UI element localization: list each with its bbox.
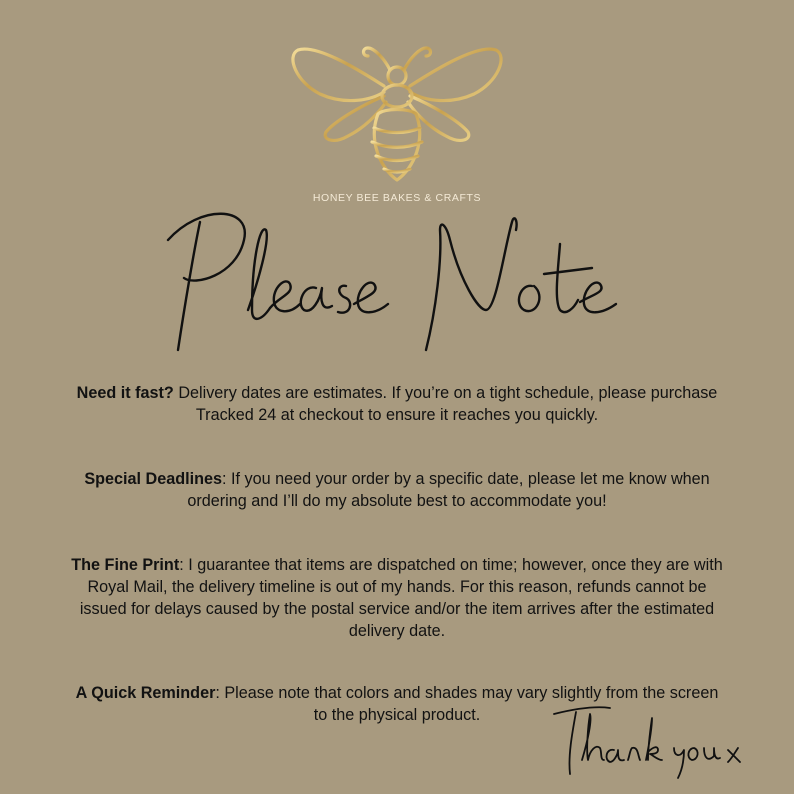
note-special-deadlines (70, 468, 724, 512)
note-heading: The Fine Print (71, 556, 180, 574)
note-text: : I guarantee that items are dispatched on time; however, once they are with Royal Mail, the delivery timeline is out of my hands. For this reason, refunds cannot be issued for delays caused by the postal service and/or the item arrives after the estimated delivery date. (79, 556, 723, 640)
note-fine-print (70, 554, 724, 642)
note-text: : Please note that colors and shades may vary slightly from the screen to the physical product. (215, 684, 719, 724)
please-note-title (140, 200, 660, 360)
note-text: Delivery dates are estimates. If you’re on a tight schedule, please purchase Tracked 24 at checkout to ensure it reaches you quickly. (173, 384, 718, 424)
note-text: : If you need your order by a specific date, please let me know when ordering and I’ll do my absolute best to accommodate you! (187, 470, 710, 510)
brand-name: HONEY BEE BAKES & CRAFTS (312, 192, 482, 204)
note-heading: Need it fast? (76, 384, 174, 402)
thank-you-signoff (548, 700, 748, 780)
bee-icon (286, 28, 508, 188)
note-heading: Special Deadlines (84, 470, 222, 488)
note-fast-delivery (70, 382, 724, 426)
note-heading: A Quick Reminder (75, 684, 216, 702)
